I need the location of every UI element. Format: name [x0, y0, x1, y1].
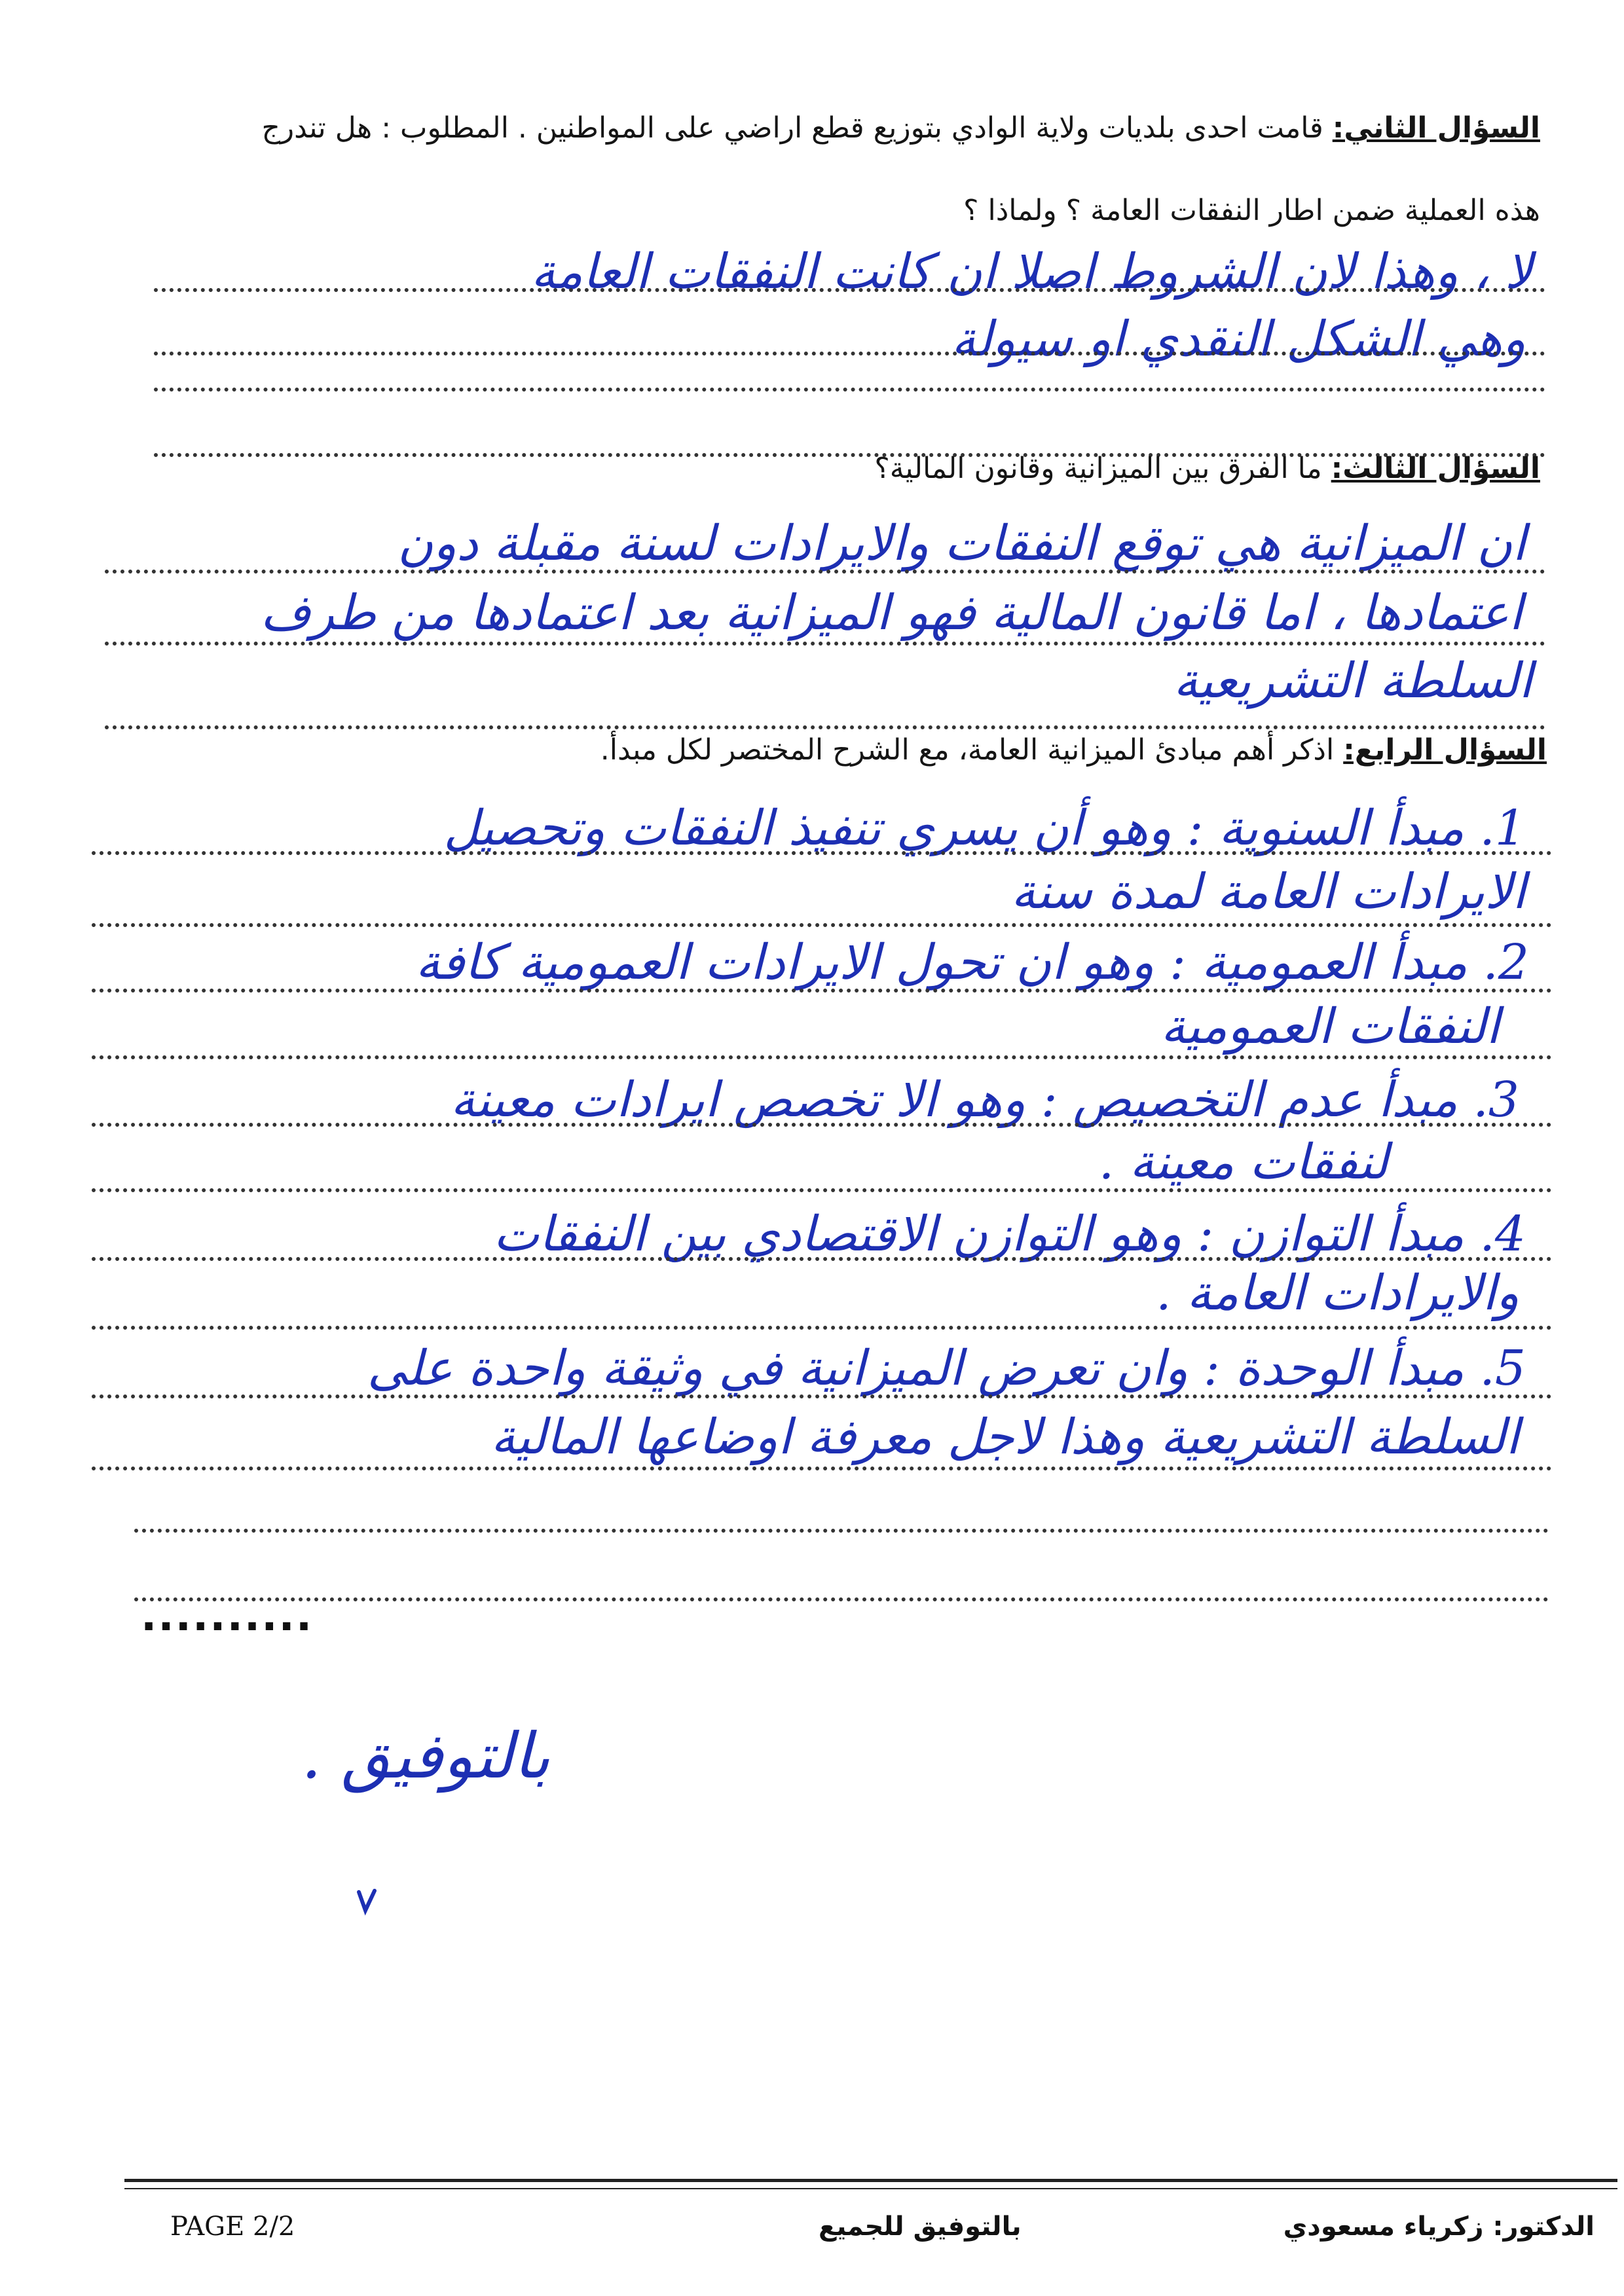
answer-line [92, 1326, 1552, 1330]
question-3-label: السؤال الثالث: [1331, 452, 1540, 485]
answer-4-line-1: 1. مبدأ السنوية : وهو أن يسري تنفيذ النفقات وتحصيل [443, 800, 1526, 856]
answer-line [92, 1257, 1552, 1261]
answer-4-line-4: النفقات العمومية [1160, 998, 1500, 1055]
answer-4-line-7: 4. مبدأ التوازن : وهو التوازن الاقتصادي بين النفقات [493, 1206, 1526, 1262]
answer-2-line-2: وهي الشكل النقدي او سيولة [951, 311, 1526, 367]
answer-line [154, 352, 1545, 355]
answer-line [134, 1529, 1549, 1533]
answer-line [92, 851, 1552, 855]
answer-line [134, 1597, 1549, 1601]
answer-3-line-1: ان الميزانية هي توقع النفقات والايرادات لسنة مقبلة دون [397, 515, 1526, 572]
answer-line [92, 1055, 1552, 1059]
answer-line [92, 1394, 1552, 1398]
answer-line [92, 1467, 1552, 1470]
question-4-line1 [600, 733, 1547, 768]
answer-line [92, 989, 1552, 993]
question-2-label: السؤال الثاني: [1332, 111, 1540, 145]
answer-4-line-3: 2. مبدأ العمومية : وهو ان تحول الايرادات العمومية كافة [415, 934, 1529, 991]
footer-center-text: بالتوفيق للجميع [819, 2212, 1022, 2242]
answer-line [92, 1123, 1552, 1127]
answer-line [154, 388, 1545, 392]
answer-2-line-1: لا ، وهذا لان الشروط اصلا ان كانت النفقات العامة [530, 244, 1532, 300]
question-3-line1 [874, 452, 1540, 486]
question-4-prompt-1: اذكر أهم مبادئ الميزانية العامة، مع الشرح المختصر لكل مبدأ. [600, 733, 1335, 767]
answer-line [92, 923, 1552, 927]
footer-rule-thin [124, 2188, 1617, 2189]
answer-4-line-8: والايرادات العامة . [1156, 1265, 1519, 1321]
answer-line [105, 570, 1545, 574]
answer-line [154, 288, 1545, 292]
pen-mark [354, 1886, 380, 1918]
answer-3-line-2: اعتمادها ، اما قانون المالية فهو الميزانية بعد اعتمادها من طرف [260, 585, 1522, 641]
answer-4-line-6: لنفقات معينة . [1098, 1134, 1388, 1190]
question-2-prompt-1: قامت احدى بلديات ولاية الوادي بتوزيع قطع اراضي على المواطنين . المطلوب : هل تندرج [261, 111, 1323, 145]
answer-line [105, 725, 1545, 729]
footer-author: الدكتور: زكرياء مسعودي [1283, 2212, 1595, 2242]
answer-4-line-2: الايرادات العامة لمدة سنة [1010, 864, 1526, 920]
answer-line [105, 642, 1545, 646]
question-2-prompt-2: هذه العملية ضمن اطار النفقات العامة ؟ ولماذا ؟ [963, 194, 1540, 227]
footer-rule-thick [124, 2179, 1617, 2182]
answer-4-line-5: 3. مبدأ عدم التخصيص : وهو الا تخصص ايرادات معينة [450, 1072, 1519, 1128]
footer-page-number: PAGE 2/2 [170, 2212, 295, 2242]
answer-4-line-9: 5. مبدأ الوحدة : وان تعرض الميزانية في وثيقة واحدة على [367, 1340, 1526, 1396]
answer-3-line-3: السلطة التشريعية [1173, 653, 1532, 709]
closing-handwriting: بالتوفيق . [301, 1719, 550, 1793]
question-4-label: السؤال الرابع: [1343, 733, 1547, 767]
question-3-prompt-1: ما الفرق بين الميزانية وقانون المالية؟ [874, 452, 1322, 485]
trailing-dots: .......... [141, 1592, 314, 1641]
answer-line [92, 1188, 1552, 1192]
answer-4-line-10: السلطة التشريعية وهذا لاجل معرفة اوضاعها المالية [490, 1409, 1519, 1465]
question-2-line1 [261, 111, 1540, 146]
